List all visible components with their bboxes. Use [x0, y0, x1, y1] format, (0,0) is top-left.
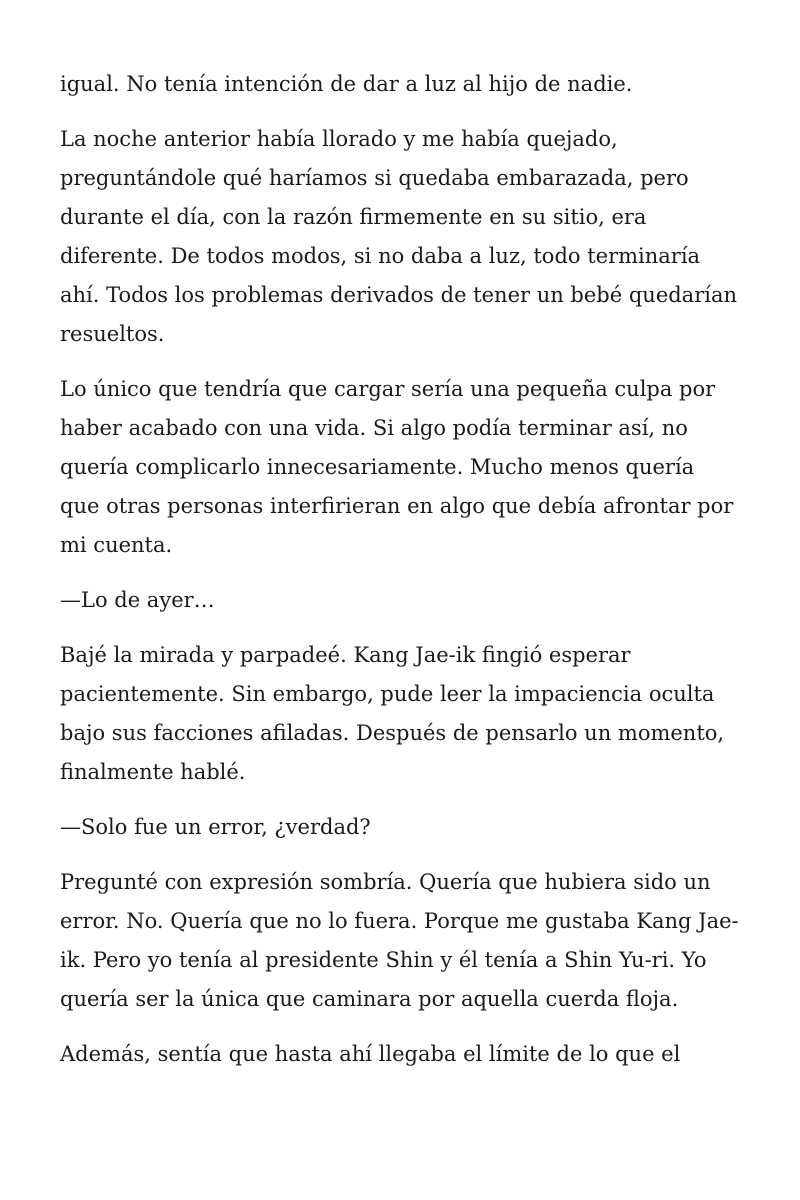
dialogue-line-2: —Solo fue un error, ¿verdad?: [60, 815, 371, 839]
paragraph-6: Además, sentía que hasta ahí llegaba el límite de lo que el: [60, 1042, 681, 1066]
dialogue-line-1: —Lo de ayer…: [60, 588, 215, 612]
paragraph-1: igual. No tenía intención de dar a luz al hijo de nadie.: [60, 72, 633, 96]
paragraph-3: Lo único que tendría que cargar sería una pequeña culpa por haber acabado con una vida. Si algo podía terminar así, no quería complicarlo innecesariamente. Mucho menos quería que otras personas interfirieran en algo que debía afrontar por mi cuenta.: [60, 377, 734, 557]
paragraph-5: Pregunté con expresión sombría. Quería que hubiera sido un error. No. Quería que no lo fuera. Porque me gustaba Kang Jae-ik. Pero yo tenía al presidente Shin y él tenía a Shin Yu-ri. Yo quería ser la única que caminara por aquella cuerda floja.: [60, 870, 739, 1011]
paragraph-2: La noche anterior había llorado y me había quejado, preguntándole qué haríamos si quedaba embarazada, pero durante el día, con la razón firmemente en su sitio, era diferente. De todos modos, si no daba a luz, todo terminaría ahí. Todos los problemas derivados de tener un bebé quedarían resueltos.: [60, 127, 738, 346]
paragraph-4: Bajé la mirada y parpadeé. Kang Jae-ik fingió esperar pacientemente. Sin embargo, pude leer la impaciencia oculta bajo sus facciones afiladas. Después de pensarlo un momento, finalmente hablé.: [60, 643, 725, 784]
